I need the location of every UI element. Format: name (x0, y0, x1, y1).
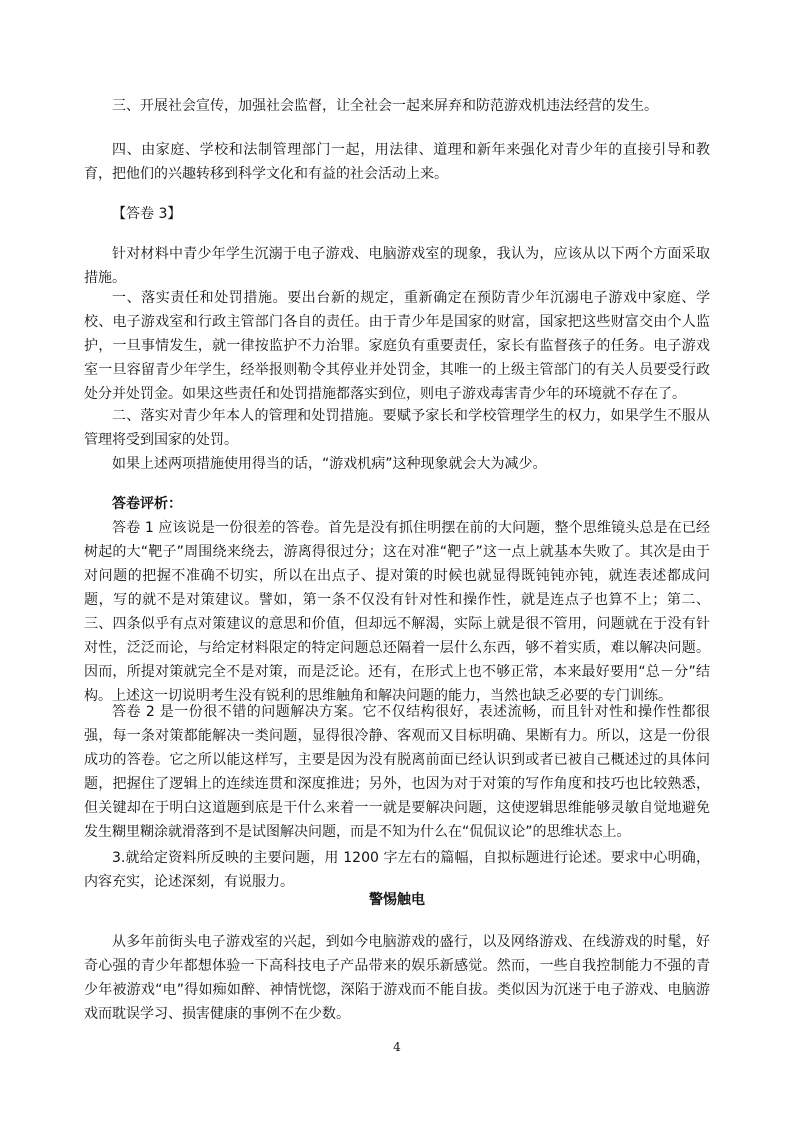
paragraph-question-3: 3.就给定资料所反映的主要问题，用 1200 字左右的篇幅，自拟标题进行论述。要求中心明确，内容充实，论述深刻，有说服力。 (84, 850, 710, 890)
section-heading-review: 答卷评析： (112, 496, 182, 512)
paragraph-review-answer-2: 答卷 2 是一份很不错的问题解决方案。它不仅结构很好，表述流畅，而且针对性和操作性都很强，每一条对策都能解决一类问题，显得很冷静、客观而又目标明确、果断有力。所以，这是一份很成功的答卷。它之所以能这样写，主要是因为没有脱离前面已经认识到或者已被自己概述过的具体问题，把握住了逻辑上的连续连贯和深度推进；另外，也因为对于对策的写作角度和技巧也比较熟悉，但关键却在于明白这道题到底是干什么来着一一就是要解决问题，这使逻辑思维能够灵敏自觉地避免发生糊里糊涂就滑落到不是试图解决问题，而是不知为什么在“侃侃议论”的思维状态上。 (84, 704, 710, 840)
paragraph-answer-3-point-2: 二、落实对青少年本人的管理和处罚措施。要赋予家长和学校管理学生的权力，如果学生不服从管理将受到国家的处罚。 (84, 408, 710, 448)
essay-title: 警惕触电 (369, 892, 425, 908)
paragraph-measure-3: 三、开展社会宣传，加强社会监督，让全社会一起来屏弃和防范游戏机违法经营的发生。 (112, 98, 658, 114)
paragraph-answer-3-intro: 针对材料中青少年学生沉溺于电子游戏、电脑游戏室的现象，我认为，应该从以下两个方面采取措施。 (84, 246, 710, 286)
page-number: 4 (393, 1040, 401, 1054)
paragraph-answer-3-point-1: 一、落实责任和处罚措施。要出台新的规定，重新确定在预防青少年沉溺电子游戏中家庭、学校、电子游戏室和行政主管部门各自的责任。由于青少年是国家的财富，国家把这些财富交由个人监护，一旦事情发生，就一律按监护不力治罪。家庭负有重要责任，家长有监督孩子的任务。电子游戏室一旦容留青少年学生，经举报则勒令其停业并处罚金，其唯一的上级主管部门的有关人员要受行政处分并处罚金。如果这些责任和处罚措施都落实到位，则电子游戏毒害青少年的环境就不存在了。 (84, 290, 710, 402)
paragraph-answer-3-conclusion: 如果上述两项措施使用得当的话，“游戏机病”这种现象就会大为减少。 (112, 456, 547, 472)
paragraph-review-answer-1: 答卷 1 应该说是一份很差的答卷。首先是没有抓住明摆在前的大问题，整个思维镜头总是在已经树起的大“靶子”周围绕来绕去，游离得很过分；这在对准“靶子”这一点上就基本失败了。其次是由于对问题的把握不准确不切实，所以在出点子、提对策的时候也就显得既钝钝亦钝，就连表述都成问题，写的就不是对策建议。譬如，第一条不仅没有针对性和操作性，就是连点子也算不上；第二、三、四条似乎有点对策建议的意思和价值，但却远不解渴，实际上就是很不管用，问题就在于没有针对性，泛泛而论，与给定材料限定的特定问题总还隔着一层什么东西，够不着实质，难以解决问题。因而，所提对策就完全不是对策，而是泛论。还有，在形式上也不够正常，本来最好要用“总－分”结构。上述这一切说明考生没有锐利的思维触角和解决问题的能力，当然也缺乏必要的专门训练。 (84, 520, 710, 704)
paragraph-measure-4: 四、由家庭、学校和法制管理部门一起，用法律、道理和新年来强化对青少年的直接引导和教育，把他们的兴趣转移到科学文化和有益的社会活动上来。 (84, 142, 710, 182)
section-heading-answer-3: 【答卷 3】 (112, 206, 182, 222)
paragraph-essay-opening: 从多年前街头电子游戏室的兴起，到如今电脑游戏的盛行，以及网络游戏、在线游戏的时髦，好奇心强的青少年都想体验一下高科技电子产品带来的娱乐新感觉。然而，一些自我控制能力不强的青少年被游戏“电”得如痴如醉、神情恍惚，深陷于游戏而不能自拔。类似因为沉迷于电子游戏、电脑游戏而耽误学习、损害健康的事例不在少数。 (84, 934, 710, 1022)
